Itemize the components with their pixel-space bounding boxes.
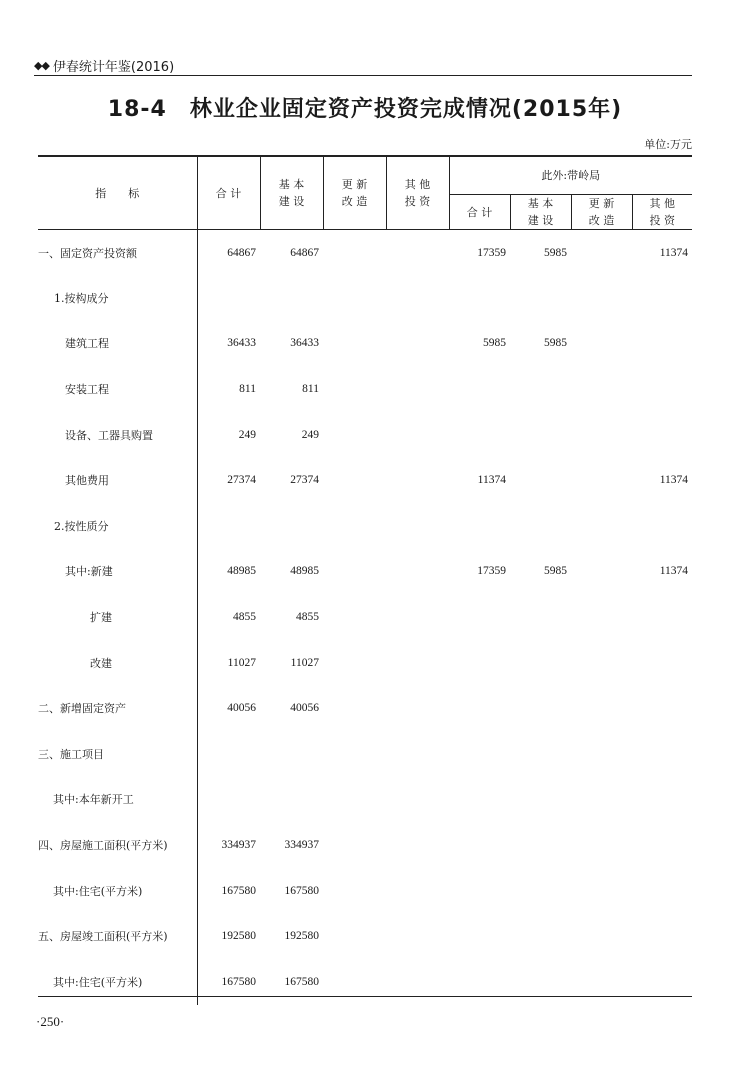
table-row [38,275,692,321]
cell-d-capital [510,959,571,1005]
header-other-line1: 其 他 [404,178,431,191]
cell-other [386,549,449,595]
cell-renovation [323,822,386,868]
header-sub-total: 合 计 [449,195,510,230]
cell-renovation [323,366,386,412]
row-label: 五、房屋竣工面积(平方米) [38,913,197,959]
cell-d-other [632,366,692,412]
cell-d-capital [510,275,571,321]
cell-renovation [323,230,386,276]
cell-d-total [449,959,510,1005]
row-label: 其中:住宅(平方米) [38,959,197,1005]
table-row [38,777,692,823]
cell-total: 249 [238,428,256,441]
cell-capital: 40056 [290,702,319,715]
cell-other [386,731,449,777]
row-label: 二、新增固定资产 [38,685,197,731]
cell-d-other [632,913,692,959]
cell-other [386,685,449,731]
table-row [38,959,692,1005]
header-renovation-line2: 改 造 [341,195,368,208]
row-label: 扩建 [38,594,197,640]
cell-capital [260,503,323,549]
header-sub-renovation [571,195,632,230]
unit-label: 单位:万元 [644,138,692,151]
cell-total [197,503,260,549]
cell-d-renovation [571,549,632,595]
table-bottom-rule [38,996,692,997]
table-row [38,822,692,868]
cell-renovation [323,731,386,777]
cell-d-renovation [571,731,632,777]
cell-capital: 167580 [284,884,319,897]
cell-renovation [323,503,386,549]
cell-capital: 249 [301,428,319,441]
cell-capital: 167580 [284,975,319,988]
cell-d-other: 11374 [659,565,689,578]
header-sub-renovation-line1: 更 新 [588,197,615,210]
cell-other [386,503,449,549]
cell-d-renovation [571,640,632,686]
row-label: 2.按性质分 [38,503,197,549]
cell-renovation [323,275,386,321]
cell-d-other [632,321,692,367]
cell-other [386,594,449,640]
cell-d-other [632,503,692,549]
header-total: 合 计 [197,156,260,230]
table-body [38,230,692,1005]
table-row [38,731,692,777]
cell-d-other: 11374 [659,246,689,259]
cell-d-capital [510,822,571,868]
header-sub-capital-line1: 基 本 [527,197,554,210]
row-label: 其他费用 [38,457,197,503]
cell-d-total [449,868,510,914]
cell-renovation [323,321,386,367]
cell-d-capital: 5985 [544,337,567,350]
cell-d-renovation [571,594,632,640]
cell-other [386,412,449,458]
cell-total: 27374 [227,474,256,487]
cell-d-capital [510,503,571,549]
cell-total: 36433 [227,337,256,350]
row-label: 四、房屋施工面积(平方米) [38,822,197,868]
cell-renovation [323,457,386,503]
table-row [38,366,692,412]
cell-renovation [323,777,386,823]
cell-d-capital [510,366,571,412]
cell-d-other [632,959,692,1005]
cell-renovation [323,959,386,1005]
cell-d-other: 11374 [659,474,689,487]
cell-capital [260,777,323,823]
header-sub-capital [510,195,571,230]
cell-d-total: 17359 [477,565,506,578]
cell-capital [260,275,323,321]
cell-d-renovation [571,321,632,367]
cell-total: 11027 [227,656,256,669]
cell-d-total [449,822,510,868]
cell-d-total [449,594,510,640]
cell-d-renovation [571,959,632,1005]
running-head-text: 伊春统计年鉴(2016) [52,60,175,75]
cell-d-renovation [571,777,632,823]
cell-d-capital [510,913,571,959]
cell-renovation [323,412,386,458]
cell-d-renovation [571,503,632,549]
cell-d-capital [510,685,571,731]
table-row [38,412,692,458]
table-row [38,503,692,549]
cell-capital: 4855 [296,611,319,624]
cell-d-total: 5985 [483,337,506,350]
table-row [38,640,692,686]
cell-d-other [632,412,692,458]
header-indicator: 指 标 [38,156,197,230]
cell-other [386,822,449,868]
cell-d-capital [510,731,571,777]
cell-capital: 36433 [290,337,319,350]
cell-other [386,230,449,276]
cell-d-renovation [571,457,632,503]
cell-d-capital [510,868,571,914]
table-row [38,549,692,595]
cell-d-renovation [571,913,632,959]
cell-renovation [323,868,386,914]
cell-renovation [323,549,386,595]
cell-other [386,640,449,686]
cell-d-total [449,275,510,321]
cell-other [386,868,449,914]
row-label: 建筑工程 [38,321,197,367]
row-label: 安装工程 [38,366,197,412]
header-sub-renovation-line2: 改 造 [588,214,615,227]
cell-d-renovation [571,868,632,914]
cell-d-capital: 5985 [544,246,567,259]
cell-d-other [632,594,692,640]
cell-d-renovation [571,685,632,731]
cell-d-other [632,777,692,823]
cell-d-total [449,640,510,686]
cell-d-total [449,731,510,777]
table-row [38,230,692,276]
header-capital-line2: 建 设 [278,195,305,208]
page-number: ·250· [36,1014,65,1029]
running-head [34,56,174,75]
header-other-investment [386,156,449,230]
cell-renovation [323,685,386,731]
header-capital-line1: 基 本 [278,178,305,191]
table-row [38,868,692,914]
row-label: 设备、工器具购置 [38,412,197,458]
cell-total: 192580 [221,930,256,943]
row-label: 三、施工项目 [38,731,197,777]
cell-d-renovation [571,275,632,321]
table-row [38,913,692,959]
header-sub-capital-line2: 建 设 [527,214,554,227]
cell-total: 167580 [221,884,256,897]
cell-d-renovation [571,366,632,412]
cell-total: 48985 [227,565,256,578]
cell-renovation [323,594,386,640]
cell-d-total: 17359 [477,246,506,259]
cell-d-other [632,868,692,914]
header-of-which-group: 此外:带岭局 [449,156,692,195]
cell-d-renovation [571,230,632,276]
cell-d-other [632,731,692,777]
row-label: 其中:本年新开工 [38,777,197,823]
cell-other [386,321,449,367]
cell-total [197,275,260,321]
table-row [38,321,692,367]
table-row [38,457,692,503]
cell-other [386,913,449,959]
row-label: 一、固定资产投资额 [38,230,197,276]
cell-other [386,366,449,412]
cell-total: 40056 [227,702,256,715]
cell-d-capital [510,777,571,823]
cell-total: 4855 [233,611,256,624]
header-sub-other-line1: 其 他 [649,197,676,210]
header-renovation-line1: 更 新 [341,178,368,191]
cell-renovation [323,640,386,686]
cell-capital [260,731,323,777]
statistics-table [38,155,692,1005]
cell-other [386,777,449,823]
cell-d-renovation [571,822,632,868]
header-sub-other-line2: 投 资 [649,214,676,227]
table-title: 18-4 林业企业固定资产投资完成情况(2015年) [107,97,623,122]
table-row [38,685,692,731]
cell-other [386,959,449,1005]
cell-d-total [449,366,510,412]
row-label: 其中:住宅(平方米) [38,868,197,914]
cell-total [197,731,260,777]
cell-d-total [449,913,510,959]
cell-total: 334937 [221,839,256,852]
cell-d-other [632,640,692,686]
cell-total [197,777,260,823]
cell-d-total [449,685,510,731]
diamond-ornament-icon: ◆◆ [34,59,49,72]
cell-d-capital [510,594,571,640]
cell-d-total: 11374 [477,474,506,487]
cell-capital: 27374 [290,474,319,487]
cell-d-capital [510,640,571,686]
header-capital-construction [260,156,323,230]
cell-d-capital [510,457,571,503]
cell-d-capital [510,412,571,458]
cell-capital: 64867 [290,246,319,259]
cell-other [386,457,449,503]
cell-total: 167580 [221,975,256,988]
header-other-line2: 投 资 [404,195,431,208]
cell-d-other [632,275,692,321]
cell-capital: 192580 [284,930,319,943]
cell-d-total [449,503,510,549]
header-rule [34,75,692,76]
cell-d-total [449,777,510,823]
cell-renovation [323,913,386,959]
table-row [38,594,692,640]
row-label: 1.按构成分 [38,275,197,321]
cell-d-other [632,685,692,731]
row-label: 改建 [38,640,197,686]
cell-d-renovation [571,412,632,458]
cell-d-total [449,412,510,458]
cell-capital: 811 [302,383,319,396]
header-renovation [323,156,386,230]
cell-other [386,275,449,321]
cell-capital: 11027 [290,656,319,669]
cell-capital: 334937 [284,839,319,852]
cell-d-other [632,822,692,868]
row-label: 其中:新建 [38,549,197,595]
cell-capital: 48985 [290,565,319,578]
cell-d-capital: 5985 [544,565,567,578]
header-sub-other [632,195,692,230]
cell-total: 811 [239,383,256,396]
cell-total: 64867 [227,246,256,259]
